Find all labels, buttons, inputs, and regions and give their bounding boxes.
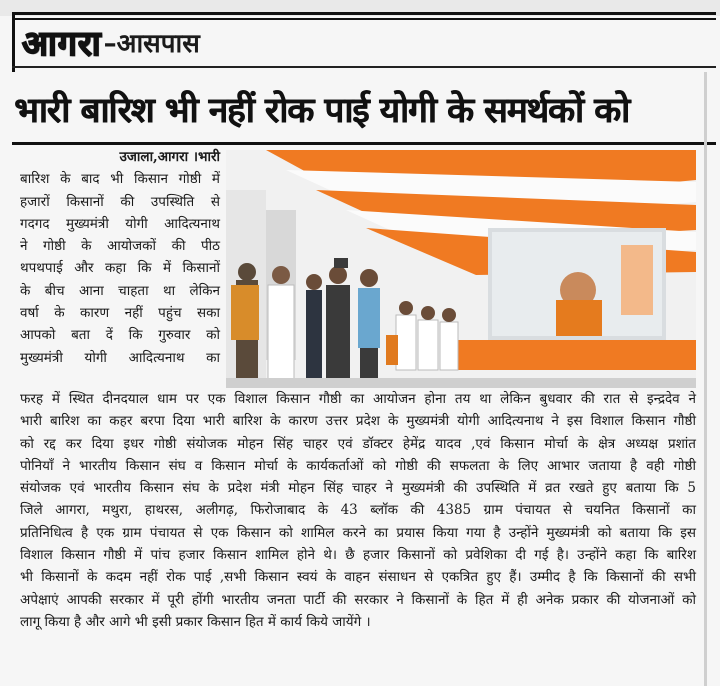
left-rule <box>12 12 15 72</box>
event-photo-icon <box>226 150 696 388</box>
article-line: भारी बारिश का कहर बरपा दिया भारी बारिश के कारण उत्तर प्रदेश के मुख्यमंत्री योगी आदित्यनाथ ने इस विशाल किसान गौष्ठी <box>20 413 696 430</box>
event-photo <box>226 150 696 388</box>
article-line: थपथपाई और कहा कि में किसानों <box>20 260 220 277</box>
article-line: गदगद मुख्यमंत्री योगी आदित्यनाथ <box>20 215 220 232</box>
article-line: भी किसानों के कदम नहीं रोक पाई ,सभी किसान स्वयं के वाहन संसाधन से एकत्रित हुए हैं। उम्मीद है कि किसानों की सभी <box>20 569 696 586</box>
article-line: वर्षा के कारण नहीं पहुंच सका <box>20 305 220 322</box>
article-line: हजारों किसानों की उपस्थिति से <box>20 193 220 210</box>
article-line: फरह में स्थित दीनदयाल धाम पर एक विशाल किसान गौष्ठी का आयोजन होना तय था लेकिन बुधवार की रात से इन्द्रदेव ने <box>20 391 696 407</box>
page-edge <box>704 72 707 686</box>
top-rule <box>12 12 716 15</box>
article-line: जिले आगरा, मथुरा, हाथरस, अलीगढ़, फिरोजाबाद के 43 ब्लॉक की 4385 ग्राम पंचायत से चयनित किसानों का <box>20 502 696 519</box>
article-line: ने गोष्ठी के आयोजकों की पीठ <box>20 238 220 255</box>
section-subtitle: –आसपास <box>103 29 200 59</box>
article-left-column <box>20 146 220 369</box>
header-rule <box>12 66 716 68</box>
top-rule-thin <box>12 18 716 20</box>
article-line: मुख्यमंत्री योगी आदित्यनाथ का <box>20 349 220 366</box>
article-body <box>20 388 696 633</box>
headline: भारी बारिश भी नहीं रोक पाई योगी के समर्थकों को <box>14 91 629 131</box>
article-line: बारिश के बाद भी किसान गोष्ठी में <box>20 171 220 188</box>
headline-rule <box>12 142 716 145</box>
article-line: लागू किया है और आगे भी इसी प्रकार किसान हित में कार्य किये जायेंगे । <box>20 613 371 630</box>
article-line: संयोजक एवं भारतीय किसान संघ के प्रदेश मंत्री मोहन सिंह चाहर ने मुख्यमंत्री की उपस्थिति में व्रत रखते हुए बताया कि 5 <box>20 480 696 497</box>
article-line: को रद्द कर दिया इधर गोष्ठी संयोजक मोहन सिंह चाहर एवं डॉक्टर हेमेंद्र यादव ,एवं किसान मोर्चा के क्षेत्र अध्यक्ष प्रशांत <box>20 435 696 452</box>
article-line: प्रतिनिधित्व है एक ग्राम पंचायत से एक किसान को शामिल करने का प्रयास किया गया है उन्होंने मुख्यमंत्री को बताया कि इस <box>20 524 696 541</box>
article-line: के बीच आना चाहता था लेकिन <box>20 282 220 299</box>
article-line: पोनियाँ ने भारतीय किसान संघ व किसान मोर्चा के कार्यकर्ताओं को गोष्ठी की सफलता के लिए आभार जताया है वही गोष्ठी <box>20 457 696 474</box>
section-header <box>22 22 200 62</box>
article-line: आपको बता दें कि गुरुवार को <box>20 327 220 344</box>
article-line: अपेक्षाएं आपकी सरकार में पूरी होंगी भारतीय जनता पार्टी की सरकार ने किसानों के हित में ही अनेक प्रकार की योजनाओं को <box>20 591 696 608</box>
article-line: विशाल किसान गौष्ठी में पांच हजार किसान शामिल होने थे। छै हजार किसानों को प्रवेशिका दी गई है। उन्होंने कहा कि बारिश <box>20 547 696 564</box>
article-line: उजाला,आगरा ।भारी <box>119 149 220 165</box>
section-name: आगरा <box>22 24 102 64</box>
